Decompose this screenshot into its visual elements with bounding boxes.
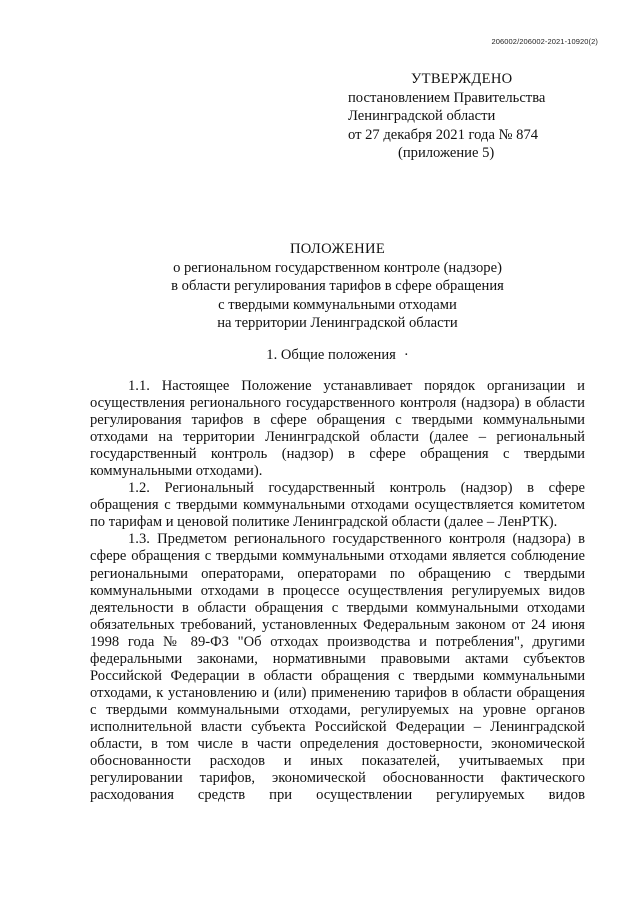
section-heading (90, 346, 585, 364)
paragraph-1-2: 1.2. Региональный государственный контроль (надзор) в сфере обращения с твердыми коммунальными отходами осуществляется комитетом по тарифам и ценовой политике Ленинградской области (далее – ЛенРТК). (90, 480, 585, 531)
title-line-2: в области регулирования тарифов в сфере обращения (171, 278, 504, 295)
title-line-1: о региональном государственном контроле (надзоре) (173, 259, 502, 276)
document-body (90, 378, 585, 804)
section-mark: · (403, 347, 409, 363)
approval-appendix: (приложение 5) (398, 145, 495, 162)
approval-heading: УТВЕРЖДЕНО (411, 71, 513, 87)
title-line-3: с твердыми коммунальными отходами (218, 296, 457, 313)
title-main: ПОЛОЖЕНИЕ (289, 241, 386, 257)
paragraph-1-3: 1.3. Предметом регионального государственного контроля (надзора) в сфере обращения с твердыми коммунальными отходами является соблюдение региональными операторами, операторами по обращению с твердыми коммунальными отходами в процессе осуществления регулируемых видов деятельности в области обращения с твердыми коммунальными отходами обязательных требований, установленных Федеральным законом от 24 июня 1998 года № 89-ФЗ "Об отходах производства и потребления", другими федеральными законами, нормативными правовыми актами субъектов Российской Федерации в области обращения с твердыми коммунальными отходами, к установлению и (или) применению тарифов в области обращения с твердыми коммунальными отходами, регулируемых на уровне органов исполнительной власти субъекта Российской Федерации – Ленинградской области, в том числе в части определения достоверности, экономической обоснованности расходов и иных показателей, учитываемых при регулировании тарифов, экономической обоснованности фактического расходования средств при осуществлении регулируемых видов (90, 531, 585, 804)
approval-line-3: от 27 декабря 2021 года № 874 (348, 126, 539, 143)
section-heading-text: 1. Общие положения (266, 347, 396, 363)
approval-line-1: постановлением Правительства (348, 89, 546, 106)
document-title (90, 240, 585, 333)
title-line-4: на территории Ленинградской области (217, 315, 458, 332)
document-id: 206002/206002-2021-10920(2) (491, 37, 598, 46)
approval-block (348, 70, 588, 163)
approval-line-2: Ленинградской области (348, 108, 496, 125)
paragraph-1-1: 1.1. Настоящее Положение устанавливает порядок организации и осуществления регионального государственного контроля (надзора) в области регулирования тарифов в сфере обращения с твердыми коммунальными отходами на территории Ленинградской области (далее – региональный государственный контроль (надзор) в сфере обращения с твердыми коммунальными отходами). (90, 378, 585, 480)
